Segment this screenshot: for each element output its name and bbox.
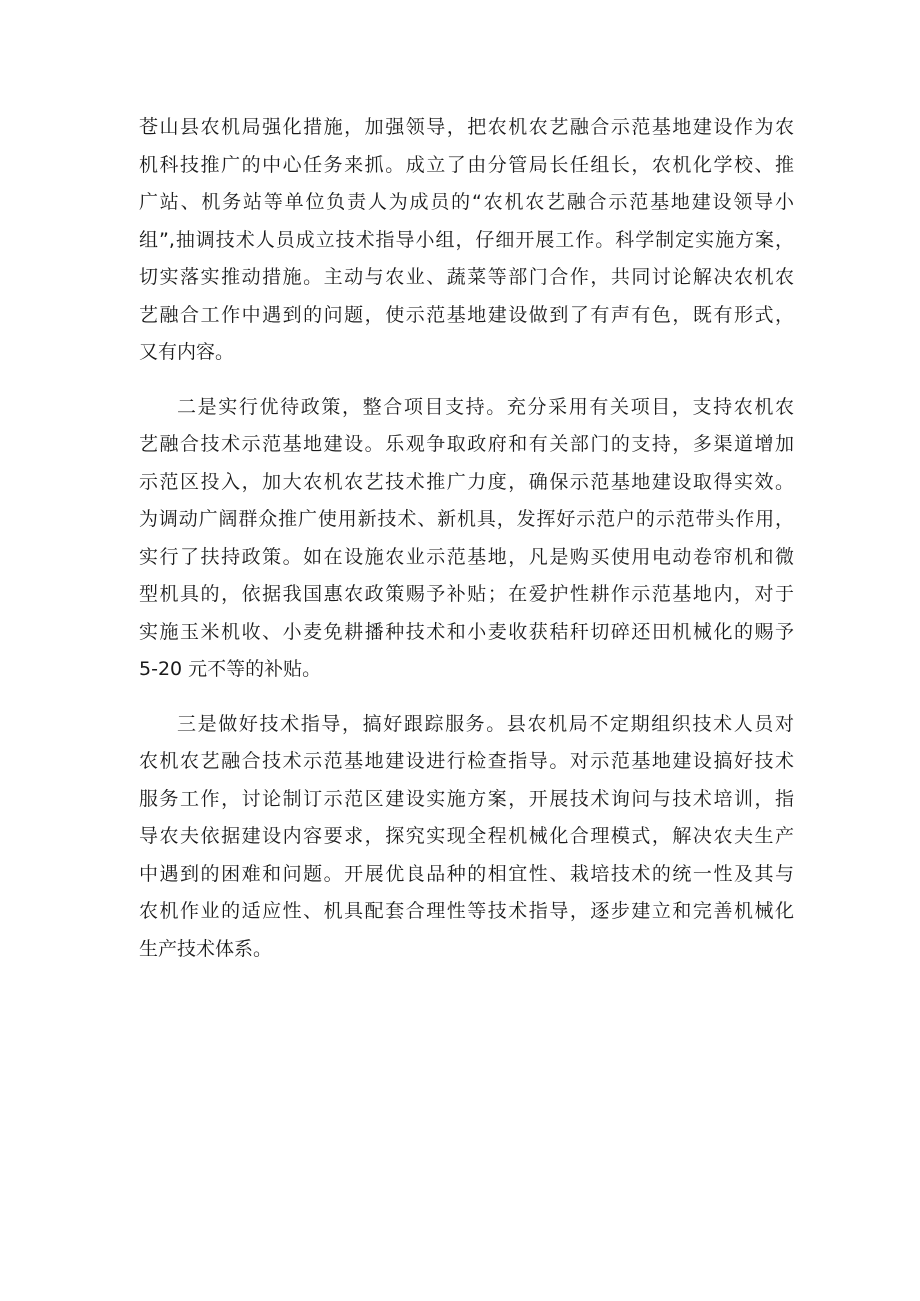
text-line: 农机作业的适应性、机具配套合理性等技术指导，逐步建立和完善机械化	[139, 900, 794, 922]
text-line: 中遇到的困难和问题。开展优良品种的相宜性、栽培技术的统一性及其与	[139, 862, 794, 885]
text-line: 切实落实推动措施。主动与农业、蔬菜等部门合作，共同讨论解决农机农	[139, 266, 794, 288]
text-line: 实施玉米机收、小麦免耕播种技术和小麦收获秸秆切碎还田机械化的赐予	[139, 620, 794, 643]
paragraph-1	[139, 109, 794, 372]
text-line: 5-20 元不等的补贴。	[139, 658, 322, 680]
text-line: 生产技术体系。	[139, 937, 273, 960]
text-line: 型机具的，依据我国惠农政策赐予补贴；在爱护性耕作示范基地内，对于	[139, 583, 794, 605]
text-line: 广站、机务站等单位负责人为成员的“农机农艺融合示范基地建设领导小	[139, 191, 794, 213]
text-line: 组”,抽调技术人员成立技术指导小组，仔细开展工作。科学制定实施方案，	[139, 228, 794, 251]
text-line: 农机农艺融合技术示范基地建设进行检查指导。对示范基地建设搞好技术	[139, 750, 794, 772]
paragraph-2	[139, 389, 794, 689]
text-line: 导农夫依据建设内容要求，探究实现全程机械化合理模式，解决农夫生产	[139, 825, 794, 847]
text-line: 二是实行优待政策，整合项目支持。充分采用有关项目，支持农机农	[177, 395, 794, 418]
text-line: 示范区投入，加大农机农艺技术推广力度，确保示范基地建设取得实效。	[139, 470, 794, 493]
paragraph-3	[139, 706, 794, 969]
paragraph-spacer	[139, 689, 794, 706]
text-line: 三是做好技术指导，搞好跟踪服务。县农机局不定期组织技术人员对	[177, 712, 794, 735]
text-line: 为调动广阔群众推广使用新技术、新机具，发挥好示范户的示范带头作用，	[139, 508, 794, 530]
text-line: 又有内容。	[139, 341, 235, 363]
paragraph-spacer	[139, 372, 794, 389]
text-line: 艺融合工作中遇到的问题，使示范基地建设做到了有声有色，既有形式，	[139, 303, 794, 326]
text-line: 苍山县农机局强化措施，加强领导，把农机农艺融合示范基地建设作为农	[139, 116, 794, 138]
text-line: 实行了扶持政策。如在设施农业示范基地，凡是购买使用电动卷帘机和微	[139, 545, 794, 568]
text-line: 服务工作，讨论制订示范区建设实施方案，开展技术询问与技术培训，指	[139, 787, 794, 810]
text-line: 艺融合技术示范基地建设。乐观争取政府和有关部门的支持，多渠道增加	[139, 433, 794, 455]
text-line: 机科技推广的中心任务来抓。成立了由分管局长任组长，农机化学校、推	[139, 153, 794, 176]
document-body	[139, 109, 794, 968]
